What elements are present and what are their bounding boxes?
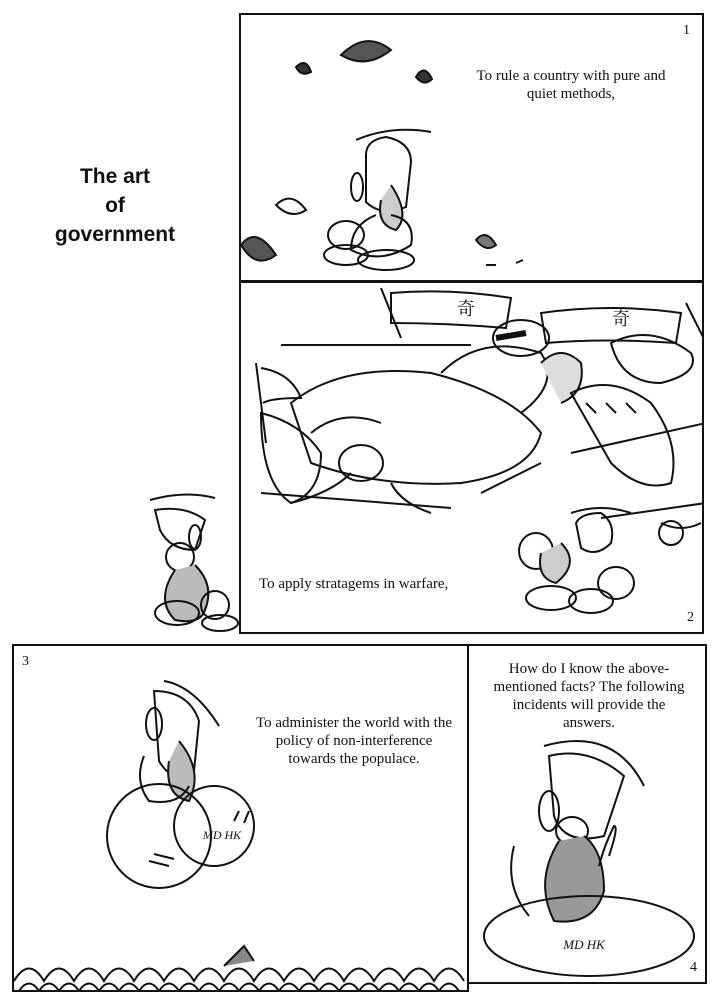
sage-pointing-illustration	[469, 646, 707, 984]
comic-panel-1	[239, 13, 704, 282]
panel-caption: How do I know the above-mentioned facts? The following incidents will provide the answers.	[493, 661, 685, 731]
battle-cavalry-illustration	[241, 283, 704, 634]
panel-caption: To rule a country with pure and quiet methods,	[476, 68, 666, 102]
panel-caption: To apply stratagems in warfare,	[259, 576, 449, 592]
panel-number: 1	[683, 23, 690, 38]
sage-meditating-illustration	[241, 15, 704, 282]
page-title	[50, 162, 180, 249]
artist-signature: MD HK	[563, 937, 605, 952]
banner-character: 奇	[612, 309, 630, 329]
title-line-1: The art	[79, 165, 150, 188]
panel-number: 2	[687, 610, 694, 625]
artist-signature: MD HK	[202, 828, 242, 842]
comic-panel-4	[467, 644, 707, 984]
comic-panel-2	[239, 281, 704, 634]
panel-caption: To administer the world with the policy of non-interference towards the populace.	[256, 715, 452, 767]
sage-floating-over-crowd-illustration	[14, 646, 469, 992]
comic-panel-3	[12, 644, 469, 992]
title-line-3: government	[54, 223, 176, 246]
panel-number: 3	[22, 654, 29, 669]
banner-character: 奇	[457, 299, 475, 319]
sage-side-illustration	[135, 485, 245, 635]
panel-number: 4	[690, 960, 697, 975]
title-line-2: of	[105, 194, 125, 217]
